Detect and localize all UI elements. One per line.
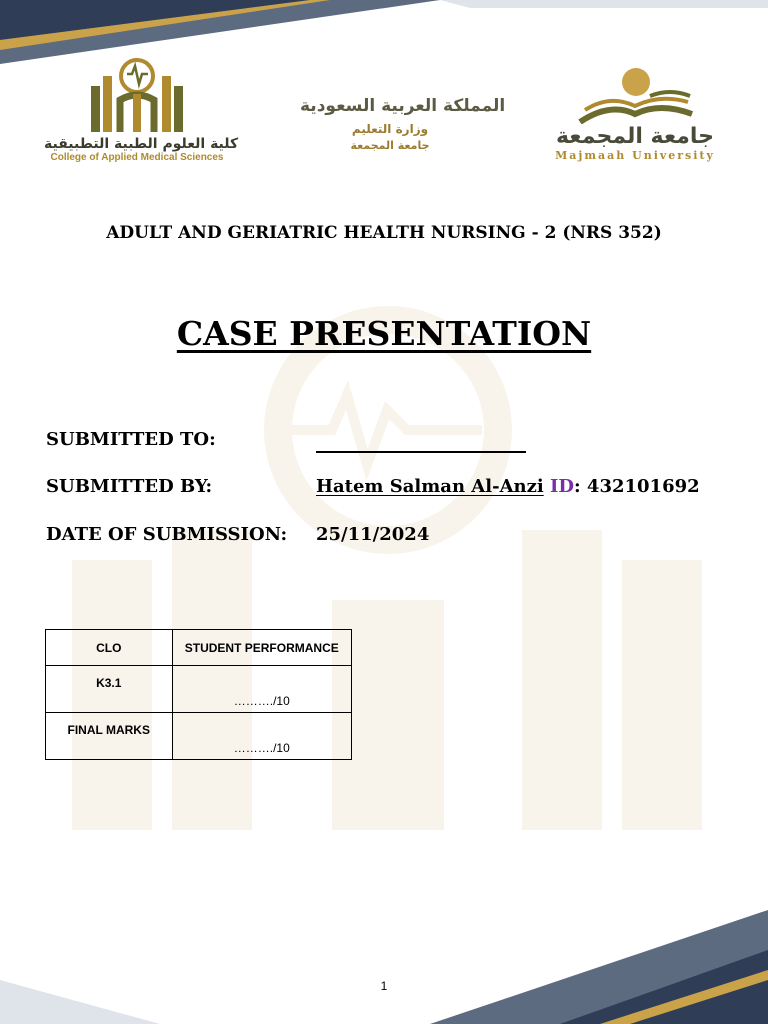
header-student-performance: STUDENT PERFORMANCE (172, 630, 352, 666)
college-name-english: College of Applied Medical Sciences (50, 152, 224, 163)
open-book-icon (540, 66, 730, 124)
date-label: DATE OF SUBMISSION: (46, 524, 288, 545)
row-label: K3.1 (46, 666, 173, 713)
row-score: ………./10 (172, 666, 352, 713)
ministry-name-arabic: وزارة التعليم (351, 122, 429, 136)
university-name-english: Majmaah University (555, 149, 715, 162)
page-number: 1 (380, 979, 388, 993)
college-name-arabic: كلية العلوم الطبية التطبيقية (44, 136, 239, 152)
table-row (46, 666, 352, 713)
university-logo (540, 66, 730, 181)
table-header-row (46, 630, 352, 666)
bottom-corner-decoration (0, 870, 768, 1024)
header-clo: CLO (46, 630, 173, 666)
college-emblem-icon (44, 54, 230, 136)
id-label: ID (549, 476, 575, 497)
document-title: CASE PRESENTATION (176, 314, 592, 353)
performance-table (45, 629, 352, 760)
table-row (46, 713, 352, 760)
student-name: Hatem Salman Al-Anzi (316, 476, 544, 497)
submitted-to-label: SUBMITTED TO: (46, 429, 216, 450)
row-score: ………./10 (172, 713, 352, 760)
university-name-arabic: جامعة المجمعة (555, 124, 715, 149)
date-value: 25/11/2024 (316, 524, 430, 545)
submitted-to-blank (316, 451, 526, 453)
row-label: FINAL MARKS (46, 713, 173, 760)
submitted-by-label: SUBMITTED BY: (46, 476, 213, 497)
course-title: ADULT AND GERIATRIC HEALTH NURSING - 2 (NRS 352) (106, 223, 662, 243)
student-id: : 432101692 (574, 476, 700, 497)
college-logo (44, 54, 239, 174)
kingdom-name-arabic: المملكة العربية السعودية (300, 96, 506, 116)
ministry-logo (300, 96, 506, 176)
submitted-by-value (316, 476, 700, 497)
ministry-university-arabic: جامعة المجمعة (350, 139, 430, 152)
